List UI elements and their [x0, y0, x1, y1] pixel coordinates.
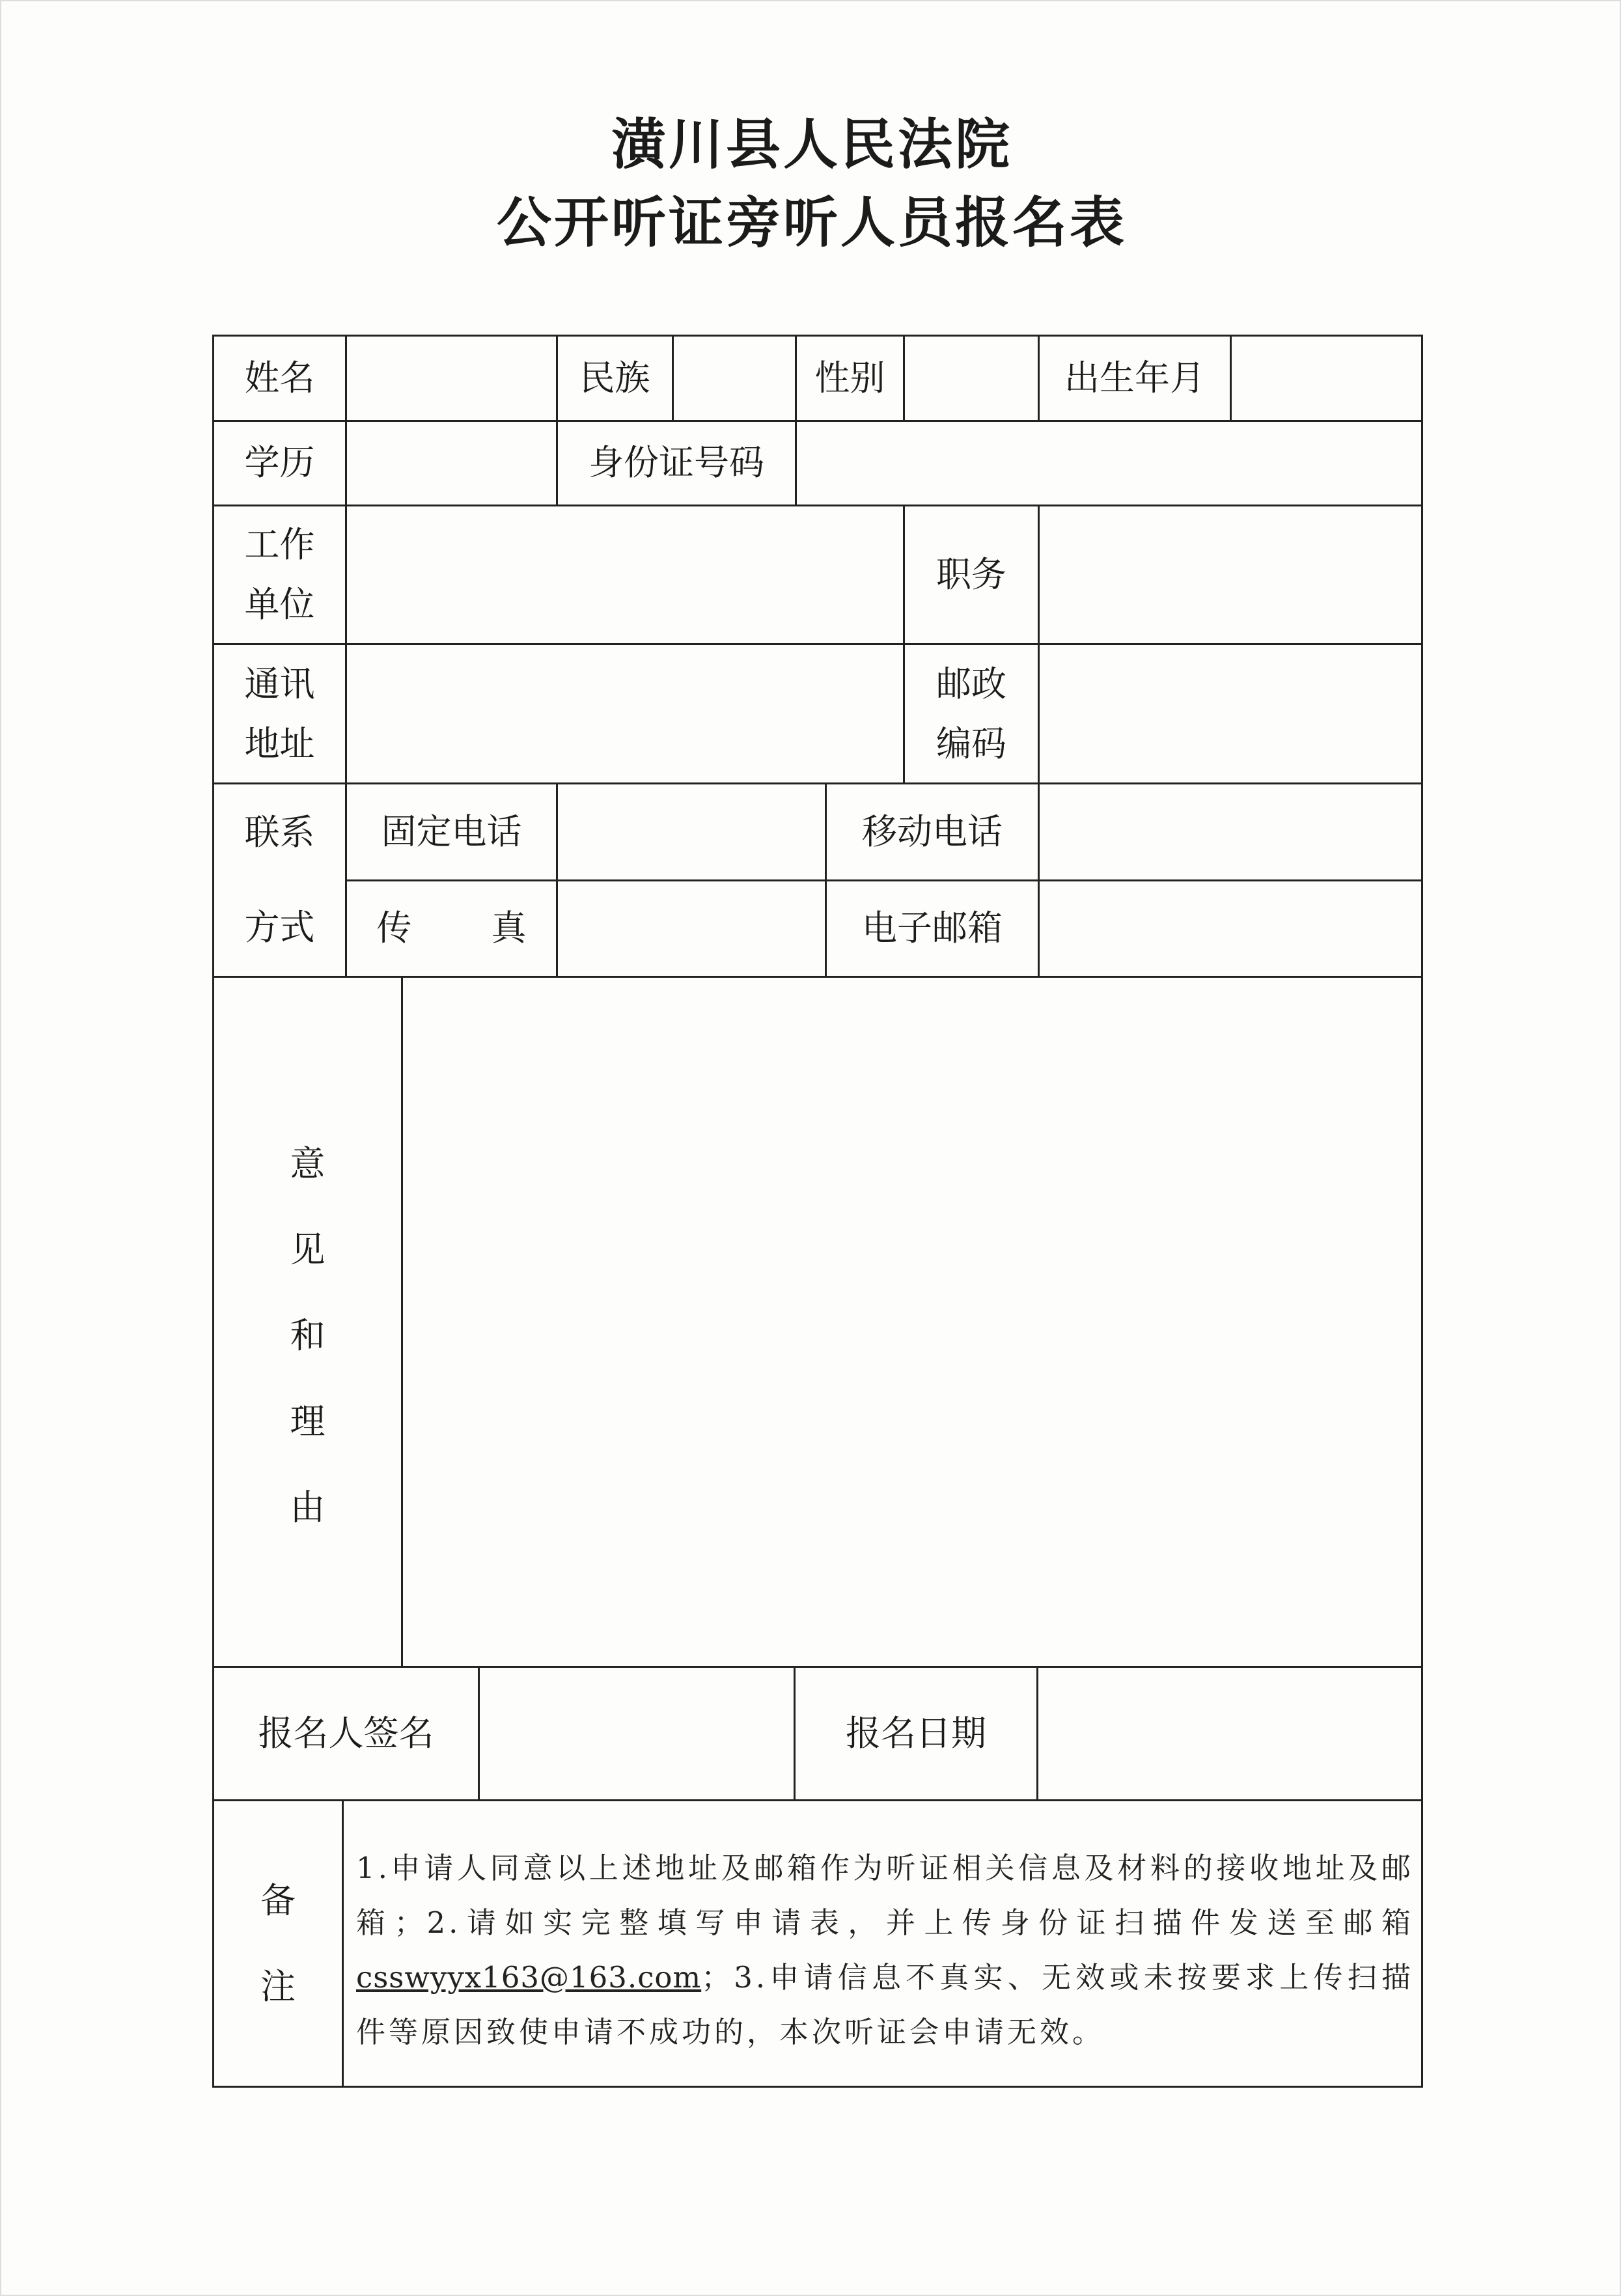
opinion-field[interactable]: [403, 978, 1421, 1666]
postal-code-field[interactable]: [1040, 645, 1421, 782]
label-workplace-line2: 单位: [244, 584, 315, 625]
label-birth-date: 出生年月: [1064, 357, 1205, 398]
label-address-line1: 通讯: [244, 663, 315, 704]
label-gender: 性别: [814, 357, 885, 398]
label-name: 姓名: [244, 357, 315, 398]
label-contact: [214, 784, 345, 976]
label-education: 学历: [244, 442, 315, 484]
label-opinion-char: 和: [290, 1315, 326, 1356]
table-line: [212, 1799, 1423, 1801]
label-opinion-char: 理: [290, 1401, 326, 1442]
note-part-1: 1.申请人同意以上述地址及邮箱作为听证相关信息及材料的接收地址及邮箱；2.请如实完整填写申请表，并上传身份证扫描件发送至邮箱: [356, 1851, 1414, 1940]
email-field[interactable]: [1040, 881, 1421, 976]
label-fax: [347, 881, 556, 976]
form-title: 公开听证旁听人员报名表: [496, 190, 1127, 255]
label-registration-date: 报名日期: [846, 1712, 986, 1754]
table-line: [1421, 335, 1423, 2088]
id-number-field[interactable]: [797, 422, 1421, 505]
label-mailing-address: [214, 645, 345, 782]
label-mobile: 移动电话: [862, 810, 1003, 852]
label-contact-line2: 方式: [244, 907, 315, 948]
ethnicity-field[interactable]: [674, 337, 795, 420]
label-workplace: [214, 506, 345, 643]
label-position: 职务: [936, 553, 1006, 595]
notes-text: [356, 1841, 1414, 2060]
label-postal-line1: 邮政: [936, 663, 1006, 704]
label-opinion-char: 由: [290, 1487, 326, 1528]
mobile-field[interactable]: [1040, 784, 1421, 879]
table-line: [342, 1799, 344, 2086]
label-contact-line1: 联系: [244, 812, 315, 853]
gender-field[interactable]: [905, 337, 1038, 420]
label-opinion-char: 见: [290, 1229, 326, 1270]
label-address-line2: 地址: [244, 723, 315, 764]
label-postal-line2: 编码: [936, 723, 1006, 764]
registration-date-field[interactable]: [1038, 1668, 1421, 1799]
position-field[interactable]: [1040, 506, 1421, 643]
label-signature: 报名人签名: [258, 1712, 434, 1754]
name-field[interactable]: [347, 337, 556, 420]
label-landline: 固定电话: [381, 810, 522, 852]
landline-field[interactable]: [558, 784, 825, 879]
birth-date-field[interactable]: [1232, 337, 1421, 420]
label-notes-line1: 备: [260, 1879, 296, 1921]
label-postal-code: [905, 645, 1038, 782]
education-field[interactable]: [347, 422, 556, 505]
label-email: 电子邮箱: [862, 907, 1003, 949]
note-part-2: ；3.申请信息不真实、无效或未按要求上传扫描件等原因致使申请不成功的，本次听证会申请无效。: [356, 1960, 1414, 2049]
workplace-field[interactable]: [347, 506, 903, 643]
label-fax-char1: 传: [376, 907, 412, 949]
label-workplace-line1: 工作: [244, 524, 315, 565]
label-opinion-char: 意: [290, 1143, 326, 1184]
table-line: [212, 2086, 1423, 2088]
fax-field[interactable]: [558, 881, 825, 976]
label-opinion: [214, 1108, 401, 1564]
notes-email-address: csswyyx163@163.com: [356, 1960, 702, 1995]
court-name-title: 潢川县人民法院: [611, 112, 1012, 176]
label-ethnicity: 民族: [579, 357, 650, 398]
label-notes-line2: 注: [260, 1965, 296, 2007]
mailing-address-field[interactable]: [347, 645, 903, 782]
signature-field[interactable]: [480, 1668, 794, 1799]
label-notes: [214, 1801, 342, 2086]
label-fax-char2: 真: [491, 907, 527, 949]
label-id-number: 身份证号码: [589, 442, 764, 484]
